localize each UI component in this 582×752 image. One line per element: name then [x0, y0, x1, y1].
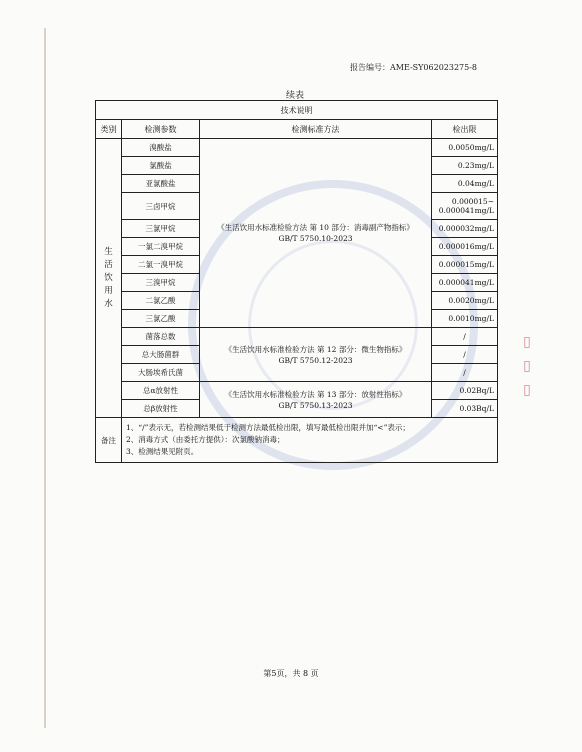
limit-cell: 0.000041mg/L	[432, 274, 498, 292]
note-line: 2、消毒方式（由委托方提供）：次氯酸钠消毒；	[126, 435, 285, 444]
method-standard: GB/T 5750.13-2023	[278, 400, 353, 410]
param-cell: 总α放射性	[122, 382, 200, 400]
param-cell: 一氯二溴甲烷	[122, 238, 200, 256]
limit-cell	[432, 193, 498, 220]
method-cell	[200, 382, 432, 418]
page-footer: 第5页，共 8 页	[263, 669, 319, 678]
param-cell: 二氯一溴甲烷	[122, 256, 200, 274]
limit-cell: 0.000032mg/L	[432, 220, 498, 238]
limit-line: 0.000041mg/L	[438, 206, 494, 215]
binding-line	[44, 28, 46, 728]
method-cell	[200, 139, 432, 328]
method-line: 《生活饮用水标准检验方法 第 10 部分：消毒副产物指标》	[217, 223, 414, 232]
table-title: 技术说明	[96, 101, 498, 120]
limit-cell: 0.0010mg/L	[432, 310, 498, 328]
limit-cell: 0.0020mg/L	[432, 292, 498, 310]
param-cell: 二氯乙酸	[122, 292, 200, 310]
param-cell: 亚氯酸盐	[122, 175, 200, 193]
report-number: 报告编号：AME-SY062023275-8	[350, 63, 478, 72]
limit-cell: 0.03Bq/L	[432, 400, 498, 418]
param-cell: 三溴甲烷	[122, 274, 200, 292]
table-caption: 续表	[285, 91, 304, 101]
method-standard: GB/T 5750.12-2023	[278, 355, 353, 365]
notes-row	[96, 418, 498, 463]
method-line: 《生活饮用水标准检验方法 第 13 部分：放射性指标》	[224, 389, 407, 399]
category-char: 活	[104, 259, 113, 270]
param-cell: 总大肠菌群	[122, 346, 200, 364]
param-cell: 三氯甲烷	[122, 220, 200, 238]
technical-table	[95, 100, 498, 463]
note-line: 3、检测结果见附页。	[126, 447, 199, 456]
limit-cell: /	[432, 346, 498, 364]
limit-cell: /	[432, 364, 498, 382]
category-char: 水	[104, 298, 113, 309]
table-row	[96, 382, 498, 400]
limit-cell: 0.000016mg/L	[432, 238, 498, 256]
limit-cell: 0.04mg/L	[432, 175, 498, 193]
param-cell: 总β放射性	[122, 400, 200, 418]
param-cell: 大肠埃希氏菌	[122, 364, 200, 382]
table-row	[96, 139, 498, 157]
param-cell: 三卤甲烷	[122, 193, 200, 220]
method-standard: GB/T 5750.10-2023	[278, 234, 353, 243]
method-line: 《生活饮用水标准检验方法 第 12 部分：微生物指标》	[224, 344, 407, 354]
category-char: 生	[104, 246, 113, 257]
param-cell: 氯酸盐	[122, 157, 200, 175]
method-cell	[200, 328, 432, 382]
limit-cell: 0.000015mg/L	[432, 256, 498, 274]
limit-cell: 0.02Bq/L	[432, 382, 498, 400]
category-char: 饮	[104, 272, 113, 283]
param-cell: 菌落总数	[122, 328, 200, 346]
param-cell: 三氯乙酸	[122, 310, 200, 328]
col-header-limit: 检出限	[432, 120, 498, 139]
col-header-method: 检测标准方法	[200, 120, 432, 139]
col-header-category: 类别	[96, 120, 122, 139]
red-side-seal: ▯ ▯ ▯	[523, 334, 531, 398]
category-cell	[96, 139, 122, 418]
notes-label: 备注	[96, 418, 122, 463]
limit-cell: 0.0050mg/L	[432, 139, 498, 157]
limit-cell: /	[432, 328, 498, 346]
category-char: 用	[104, 285, 113, 296]
limit-line: 0.000015~	[451, 197, 494, 206]
col-header-param: 检测参数	[122, 120, 200, 139]
notes-cell	[122, 418, 498, 463]
table-row	[96, 328, 498, 346]
limit-cell: 0.23mg/L	[432, 157, 498, 175]
param-cell: 溴酸盐	[122, 139, 200, 157]
note-line: 1、“/”表示无，若检测结果低于检测方法最低检出限，填写最低检出限并加“<”表示；	[126, 423, 410, 432]
